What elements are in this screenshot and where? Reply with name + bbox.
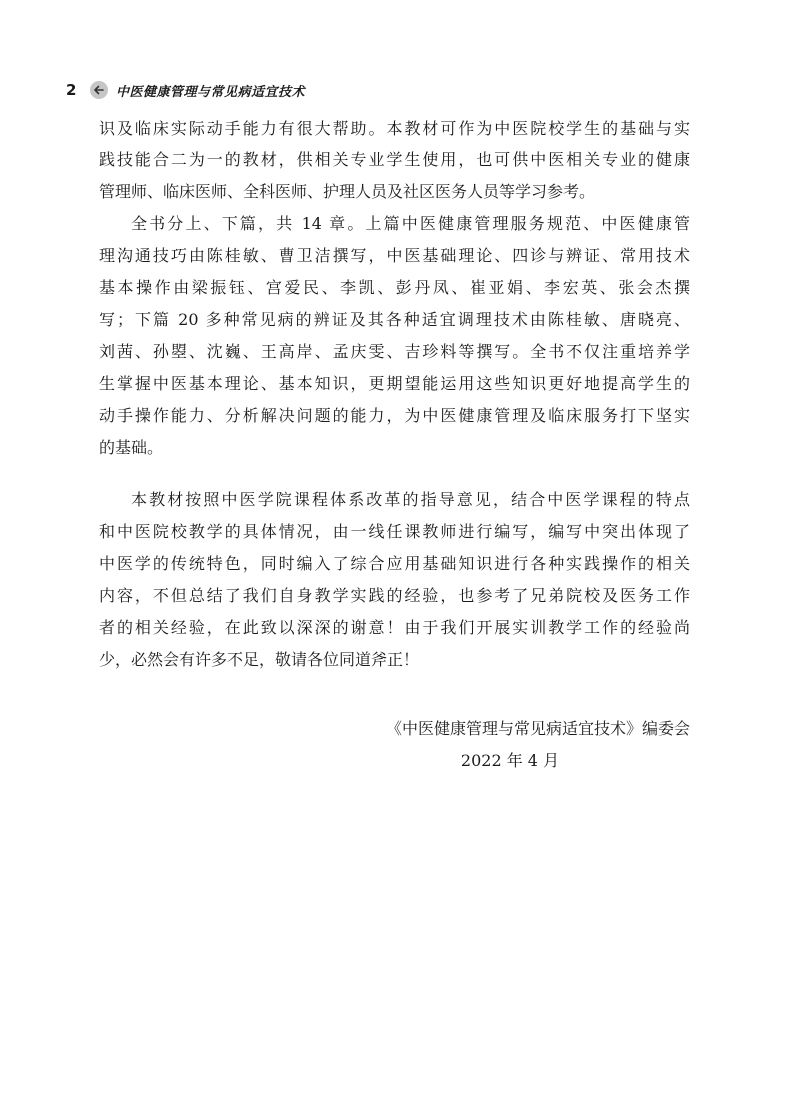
page-number: 2 [66, 81, 77, 99]
editorial-committee-signature: 《中医健康管理与常见病适宜技术》编委会 [385, 719, 690, 738]
body-line: 践技能合二为一的教材，供相关专业学生使用，也可供中医相关专业的健康 [99, 150, 690, 169]
signature-date: 2022 年 4 月 [460, 751, 560, 770]
running-title: 中医健康管理与常见病适宜技术 [116, 84, 306, 100]
body-line: 动手操作能力、分析解决问题的能力，为中医健康管理及临床服务打下坚实 [99, 406, 690, 425]
body-line: 理沟通技巧由陈桂敏、曹卫洁撰写，中医基础理论、四诊与辨证、常用技术 [99, 246, 690, 265]
body-line: 刘茜、孙曌、沈巍、王高岸、孟庆雯、吉珍料等撰写。全书不仅注重培养学 [99, 342, 690, 361]
body-line: 基本操作由梁振钰、宫爱民、李凯、彭丹凤、崔亚娟、李宏英、张会杰撰 [99, 278, 690, 297]
body-line: 中医学的传统特色，同时编入了综合应用基础知识进行各种实践操作的相关 [99, 554, 690, 573]
body-line: 本教材按照中医学院课程体系改革的指导意见，结合中医学课程的特点 [131, 490, 690, 509]
body-line: 和中医院校教学的具体情况，由一线任课教师进行编写，编写中突出体现了 [99, 522, 690, 541]
body-line: 生掌握中医基本理论、基本知识，更期望能运用这些知识更好地提高学生的 [99, 374, 690, 393]
body-line: 者的相关经验，在此致以深深的谢意！由于我们开展实训教学工作的经验尚 [99, 618, 690, 637]
body-line: 识及临床实际动手能力有很大帮助。本教材可作为中医院校学生的基础与实 [99, 119, 690, 138]
body-line: 管理师、临床医师、全科医师、护理人员及社区医务人员等学习参考。 [99, 182, 596, 201]
body-line: 写；下篇 20 多种常见病的辨证及其各种适宜调理技术由陈桂敏、唐晓亮、 [99, 310, 690, 329]
body-line: 全书分上、下篇，共 14 章。上篇中医健康管理服务规范、中医健康管 [131, 214, 690, 233]
body-line: 少，必然会有许多不足，敬请各位同道斧正！ [99, 650, 420, 669]
back-arrow-icon[interactable] [90, 81, 108, 99]
body-line: 内容，不但总结了我们自身教学实践的经验，也参考了兄弟院校及医务工作 [99, 586, 690, 605]
page-header [66, 78, 305, 102]
body-line: 的基础。 [99, 438, 164, 457]
